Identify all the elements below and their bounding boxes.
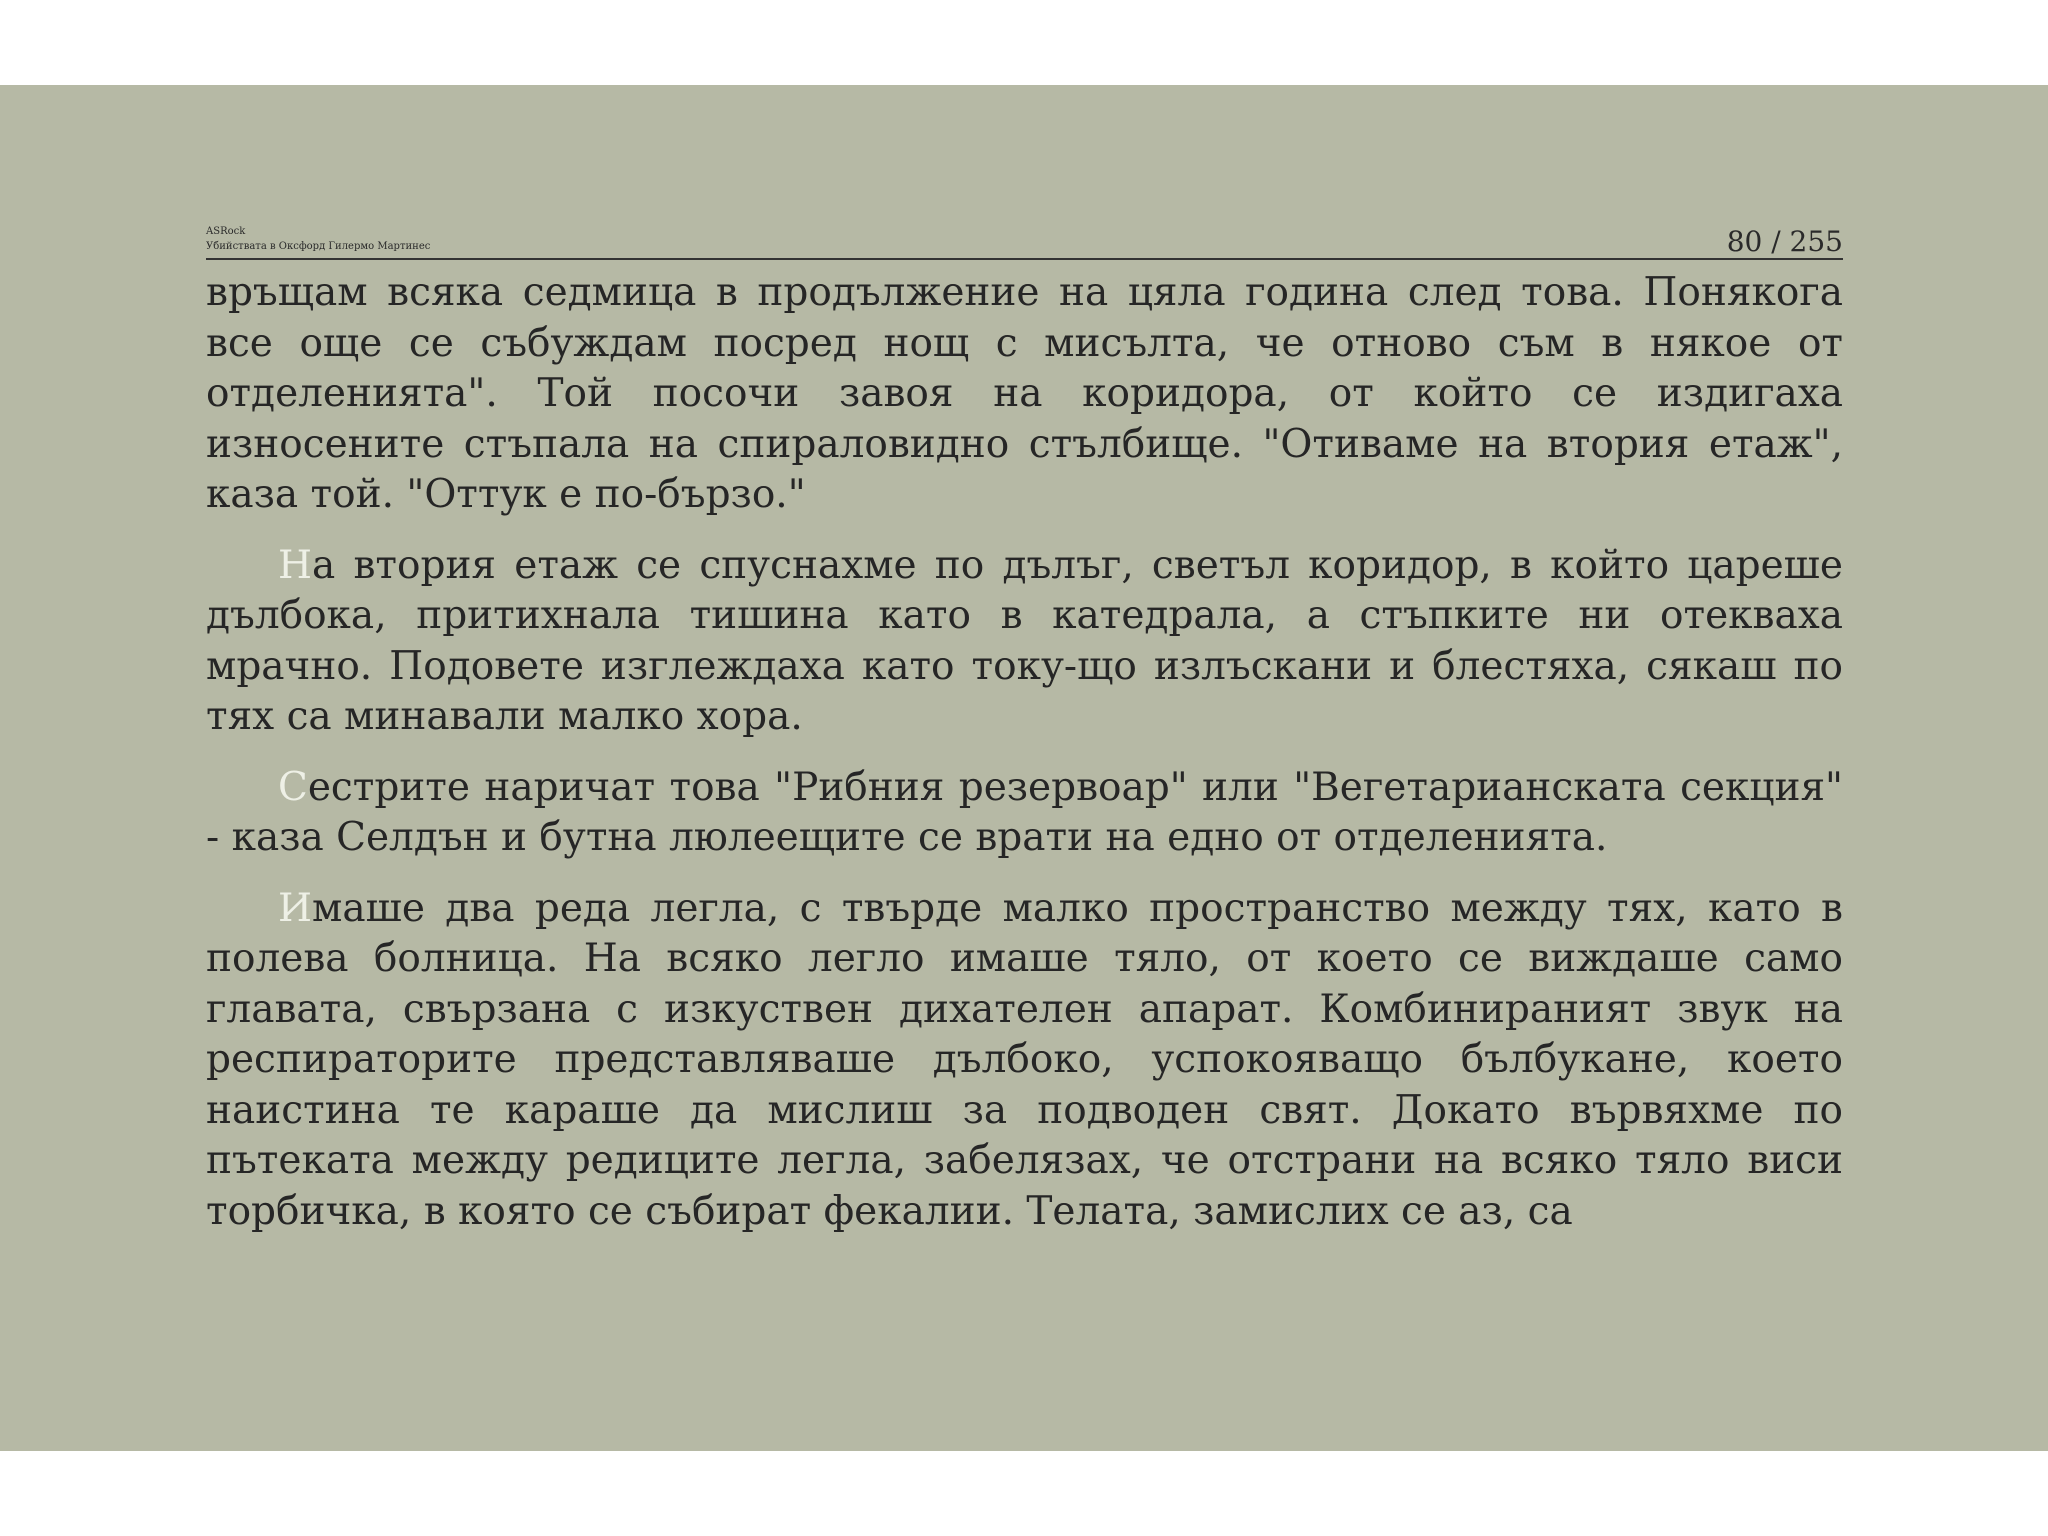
paragraph-text: а втория етаж се спуснахме по дълъг, светъл коридор, в който цареше дълбока, притихнала тишина като в катедрала, а стъпките ни отекваха мрачно. Подовете изглеждаха като току-що излъскани и блестяха, сякаш по тях са минавали малко хора. [206, 542, 1843, 739]
paragraph-1 [206, 268, 1843, 521]
app-name: ASRock [206, 226, 246, 237]
paragraph-4 [206, 884, 1843, 1238]
paragraph-text: връщам всяка седмица в продължение на цяла година след това. Понякога все още се събуждам посред нощ с мисълта, че отново съм в някое от отделенията". Той посочи завоя на коридора, от който се издигаха износените стъпала на спираловидно стълбище. "Отиваме на втория етаж", каза той. "Оттук е по-бързо." [206, 270, 1843, 517]
paragraph-3 [206, 763, 1843, 864]
book-title: Убийствата в Оксфорд Гилермо Мартинес [206, 241, 431, 252]
paragraph-initial: Н [278, 542, 313, 588]
paragraph-text: естрите наричат това "Рибния резервоар" или "Вегетарианската секция" - каза Селдън и бутна люлеещите се врати на едно от отделенията. [206, 764, 1843, 860]
paragraph-initial: И [278, 885, 313, 931]
paragraph-2 [206, 541, 1843, 743]
paragraph-text: маше два реда легла, с твърде малко пространство между тях, като в полева болница. На всяко легло имаше тяло, от което се виждаше само главата, свързана с изкуствен дихателен апарат. Комбинираният звук на респираторите представляваше дълбоко, успокояващо бълбукане, което наистина те караше да мислиш за подводен свят. Докато вървяхме по пътеката между редиците легла, забелязах, че отстрани на всяко тяло виси торбичка, в която се събират фекалии. Телата, замислих се аз, са [206, 885, 1843, 1234]
page-header [206, 138, 1843, 260]
paragraph-initial: С [278, 764, 308, 810]
page-counter: 80 / 255 [1726, 225, 1843, 258]
book-text[interactable] [206, 268, 1843, 1257]
